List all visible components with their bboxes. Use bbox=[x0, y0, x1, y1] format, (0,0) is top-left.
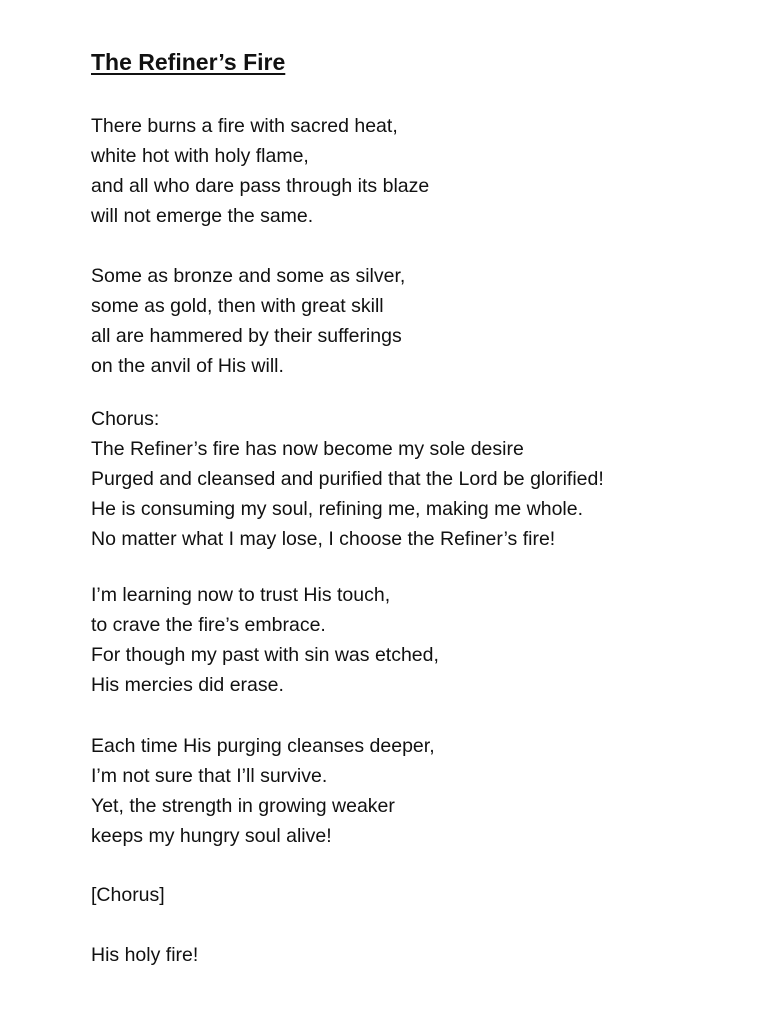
poem-line: all are hammered by their sufferings bbox=[91, 325, 402, 347]
poem-line: Purged and cleansed and purified that the Lord be glorified! bbox=[91, 468, 604, 490]
closing-line: His holy fire! bbox=[91, 944, 199, 966]
poem-line: The Refiner’s fire has now become my sole desire bbox=[91, 438, 524, 460]
stanza-verse-1 bbox=[91, 111, 429, 231]
poem-line: will not emerge the same. bbox=[91, 205, 314, 227]
document-title: The Refiner’s Fire bbox=[91, 49, 286, 75]
poem-line: on the anvil of His will. bbox=[91, 355, 284, 377]
chorus-reference: [Chorus] bbox=[91, 884, 165, 906]
poem-line: I’m not sure that I’ll survive. bbox=[91, 765, 328, 787]
poem-line: Each time His purging cleanses deeper, bbox=[91, 735, 435, 757]
poem-line: His mercies did erase. bbox=[91, 674, 284, 696]
poem-line: No matter what I may lose, I choose the Refiner’s fire! bbox=[91, 528, 556, 550]
poem-line: He is consuming my soul, refining me, making me whole. bbox=[91, 498, 584, 520]
stanza-verse-2 bbox=[91, 261, 405, 381]
poem-line: and all who dare pass through its blaze bbox=[91, 175, 430, 197]
poem-line: white hot with holy flame, bbox=[91, 145, 309, 167]
poem-line: Some as bronze and some as silver, bbox=[91, 265, 406, 287]
poem-line: Yet, the strength in growing weaker bbox=[91, 795, 395, 817]
poem-line: to crave the fire’s embrace. bbox=[91, 614, 326, 636]
poem-line: I’m learning now to trust His touch, bbox=[91, 584, 391, 606]
stanza-chorus bbox=[91, 404, 604, 554]
stanza-closing bbox=[91, 940, 198, 970]
stanza-verse-3 bbox=[91, 580, 439, 700]
poem-line: For though my past with sin was etched, bbox=[91, 644, 439, 666]
stanza-chorus-repeat bbox=[91, 880, 165, 910]
poem-line: some as gold, then with great skill bbox=[91, 295, 384, 317]
poem-line: There burns a fire with sacred heat, bbox=[91, 115, 398, 137]
stanza-verse-4 bbox=[91, 731, 435, 851]
chorus-heading: Chorus: bbox=[91, 408, 160, 430]
poem-line: keeps my hungry soul alive! bbox=[91, 825, 332, 847]
